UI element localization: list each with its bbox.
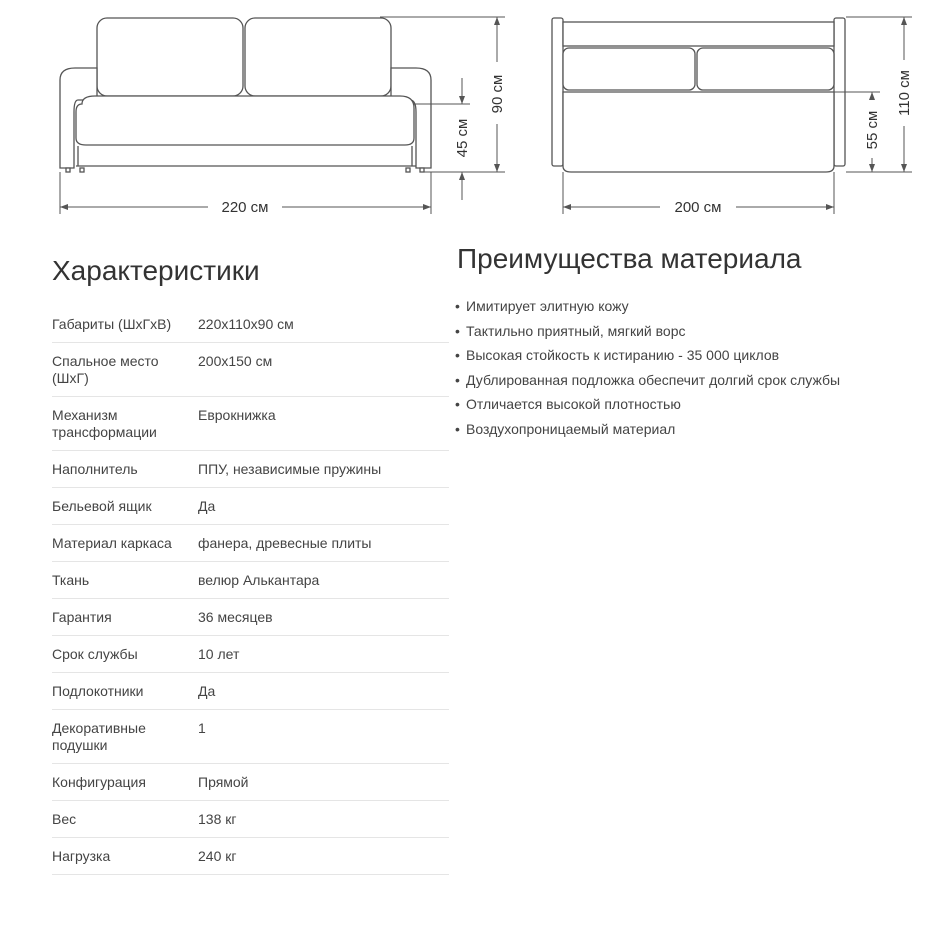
spec-value: Еврокнижка xyxy=(198,397,449,451)
spec-label: Подлокотники xyxy=(52,673,198,710)
specs-table xyxy=(52,306,449,875)
spec-label: Бельевой ящик xyxy=(52,488,198,525)
spec-label: Спальное место (ШхГ) xyxy=(52,343,198,397)
table-row xyxy=(52,488,449,525)
spec-value: 220х110х90 см xyxy=(198,306,449,343)
advantage-text: Дублированная подложка обеспечит долгий срок службы xyxy=(466,371,841,388)
spec-label: Ткань xyxy=(52,562,198,599)
bed-height-label: 55 см xyxy=(864,110,881,150)
spec-value: велюр Алькантара xyxy=(198,562,449,599)
bullet: • xyxy=(455,371,460,388)
bed-width-label: 200 см xyxy=(674,199,722,216)
spec-label: Механизм трансформации xyxy=(52,397,198,451)
spec-value: Прямой xyxy=(198,764,449,801)
advantages-title: Преимущества материала xyxy=(457,243,802,274)
sofa-front-view xyxy=(60,18,431,172)
list-item xyxy=(455,368,840,393)
bed-depth-label: 110 см xyxy=(896,70,913,116)
spec-value: 200х150 см xyxy=(198,343,449,397)
spec-value: 10 лет xyxy=(198,636,449,673)
sofa-dimension-drawings xyxy=(0,0,946,235)
list-item xyxy=(455,343,840,368)
bullet: • xyxy=(455,322,460,339)
table-row xyxy=(52,397,449,451)
spec-label: Срок службы xyxy=(52,636,198,673)
bullet: • xyxy=(455,298,460,314)
bullet: • xyxy=(455,347,460,364)
table-row xyxy=(52,710,449,764)
advantage-text: Тактильно приятный, мягкий ворс xyxy=(466,322,686,339)
spec-value: Да xyxy=(198,673,449,710)
spec-value: фанера, древесные плиты xyxy=(198,525,449,562)
spec-label: Гарантия xyxy=(52,599,198,636)
table-row xyxy=(52,764,449,801)
table-row xyxy=(52,343,449,397)
list-item xyxy=(455,392,840,417)
spec-value: 36 месяцев xyxy=(198,599,449,636)
table-row xyxy=(52,673,449,710)
advantage-text: Имитирует элитную кожу xyxy=(466,298,629,314)
spec-label: Конфигурация xyxy=(52,764,198,801)
list-item xyxy=(455,319,840,344)
spec-value: 1 xyxy=(198,710,449,764)
spec-label: Материал каркаса xyxy=(52,525,198,562)
front-width-label: 220 см xyxy=(221,199,269,216)
spec-value: 138 кг xyxy=(198,801,449,838)
spec-label: Вес xyxy=(52,801,198,838)
bullet: • xyxy=(455,420,460,437)
table-row xyxy=(52,599,449,636)
table-row xyxy=(52,801,449,838)
spec-value: ППУ, независимые пружины xyxy=(198,451,449,488)
table-row xyxy=(52,562,449,599)
spec-label: Наполнитель xyxy=(52,451,198,488)
table-row xyxy=(52,525,449,562)
advantage-text: Воздухопроницаемый материал xyxy=(466,420,676,437)
advantages-list xyxy=(455,294,840,442)
list-item xyxy=(455,294,840,319)
advantage-text: Отличается высокой плотностью xyxy=(466,396,681,413)
table-row xyxy=(52,838,449,875)
front-height-label: 90 см xyxy=(489,74,506,114)
spec-value: Да xyxy=(198,488,449,525)
seat-height-label: 45 см xyxy=(454,118,471,158)
bullet: • xyxy=(455,396,460,413)
specs-title: Характеристики xyxy=(52,255,260,286)
spec-label: Декоративные подушки xyxy=(52,710,198,764)
table-row xyxy=(52,306,449,343)
spec-value: 240 кг xyxy=(198,838,449,875)
table-row xyxy=(52,636,449,673)
sofa-bed-view xyxy=(552,18,845,172)
spec-label: Габариты (ШхГхВ) xyxy=(52,306,198,343)
advantage-text: Высокая стойкость к истиранию - 35 000 циклов xyxy=(466,347,780,364)
list-item xyxy=(455,417,840,442)
spec-label: Нагрузка xyxy=(52,838,198,875)
table-row xyxy=(52,451,449,488)
